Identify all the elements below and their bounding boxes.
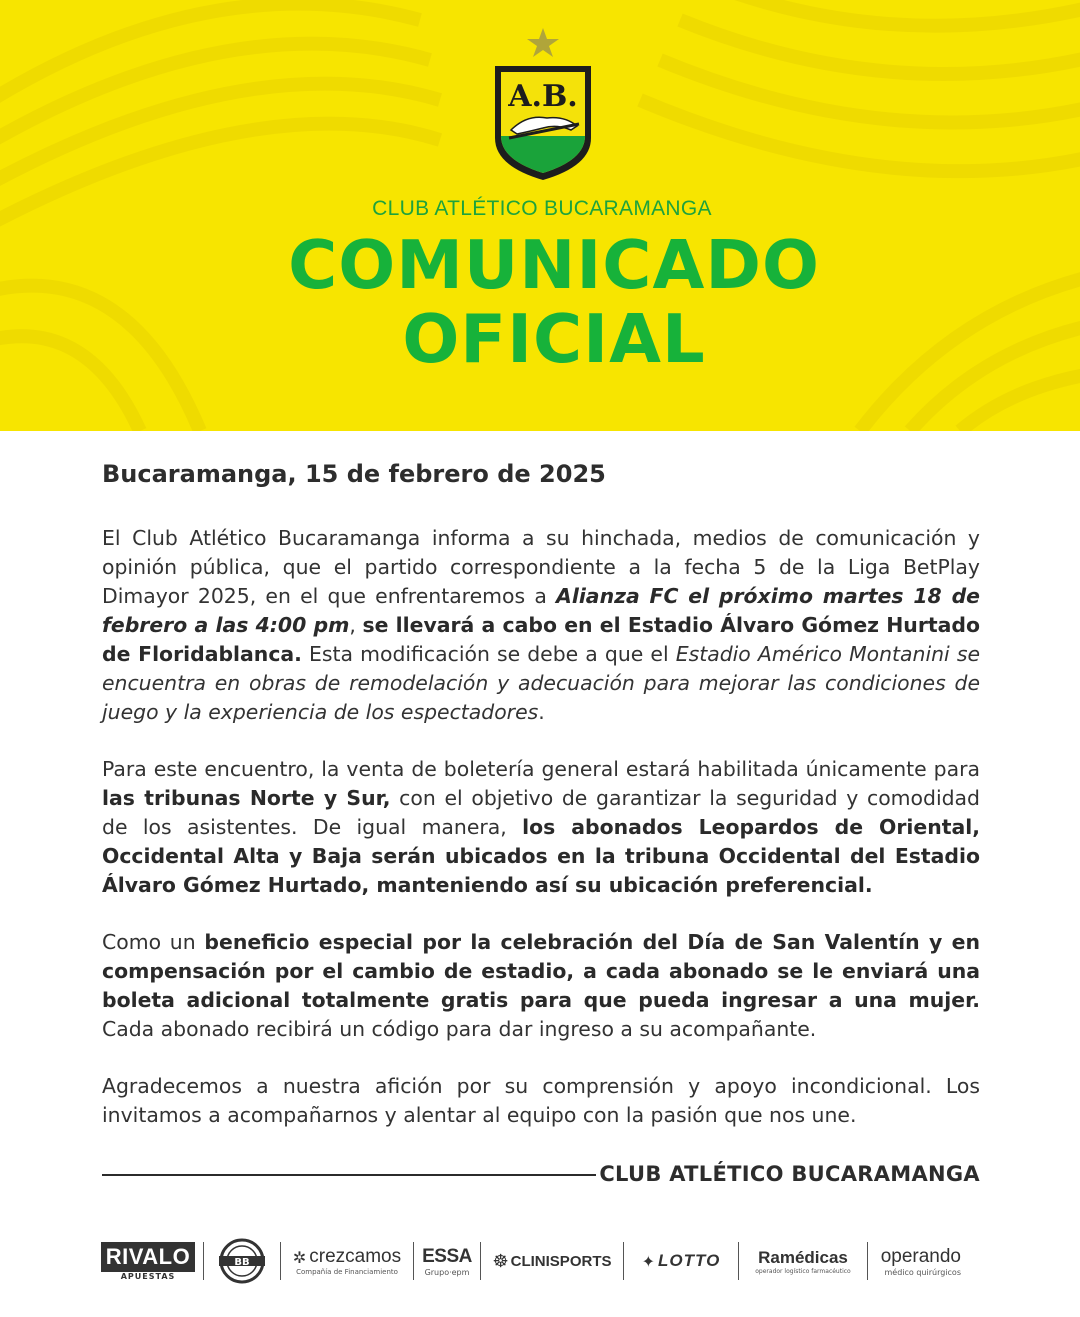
sponsor-divider: [280, 1242, 281, 1280]
p2-text-a: Para este encuentro, la venta de boletería general estará habilitada únicamente para: [102, 757, 980, 781]
sponsor-divider: [203, 1242, 204, 1280]
statement-date: Bucaramanga, 15 de febrero de 2025: [102, 460, 606, 488]
essa-text: ESSA: [422, 1245, 472, 1267]
sponsor-divider: [480, 1242, 481, 1280]
sponsor-operando: [875, 1236, 961, 1286]
p3-benefit: beneficio especial por la celebración del Día de San Valentín y en compensación por el cambio de estadio, a cada abonado se le enviará una boleta adicional totalmente gratis para que pueda ingresar a una mujer.: [102, 930, 980, 1012]
title-line-2: OFICIAL: [402, 300, 706, 378]
statement-body: [102, 460, 980, 1158]
sponsor-lotto: [631, 1236, 731, 1286]
paragraph-4: Agradecemos a nuestra afición por su comprensión y apoyo incondicional. Los invitamos a acompañarnos y alentar al equipo con la pasión que nos une.: [102, 1074, 980, 1127]
rivalo-subtitle: APUESTAS: [120, 1271, 176, 1281]
bb-text: BB: [234, 1257, 250, 1268]
lotto-icon: ✦: [641, 1251, 656, 1271]
crezcamos-text: crezcamos: [309, 1246, 402, 1267]
sponsor-ramedicas: [746, 1236, 860, 1286]
sponsor-rivalo: [100, 1236, 196, 1286]
p1-text-e: Esta modificación se debe a que el: [301, 642, 676, 666]
operando-text: operando: [880, 1245, 961, 1267]
sponsor-divider: [623, 1242, 624, 1280]
p2-subscribers: los abonados Leopardos de Oriental, Occidental Alta y Baja serán ubicados en la tribuna Occidental del Estadio Álvaro Gómez Hurtado, manteniendo así su ubicación preferencial.: [102, 815, 980, 897]
sponsor-crezcamos: [288, 1236, 406, 1286]
operando-subtitle: médico quirúrgicos: [884, 1267, 961, 1277]
sponsor-essa: [421, 1236, 473, 1286]
ramedicas-subtitle: operador logístico farmacéutico: [755, 1267, 851, 1275]
p1-text-g: .: [538, 700, 545, 724]
p2-text-c: con el objetivo de garantizar la seguridad y comodidad de los asistentes. De igual manera,: [102, 786, 980, 839]
p3-text-c: Cada abonado recibirá un código para dar ingreso a su acompañante.: [102, 1017, 817, 1041]
p1-match-info: Alianza FC el próximo martes 18 de febrero a las 4:00 pm: [102, 584, 980, 637]
p1-text-c: ,: [349, 613, 363, 637]
sponsor-divider: [738, 1242, 739, 1280]
paragraph-3: [102, 928, 980, 1044]
sponsor-strip: [100, 1236, 982, 1286]
club-crest-icon: [487, 26, 599, 182]
essa-subtitle: Grupo·epm: [424, 1267, 470, 1277]
sponsor-divider: [867, 1242, 868, 1280]
crezcamos-icon: ✲: [292, 1247, 307, 1267]
paragraph-1: [102, 524, 980, 727]
header-banner: [0, 0, 1080, 431]
p1-reason: Estadio Américo Montanini se encuentra en obras de remodelación y adecuación para mejorar las condiciones de juego y la experiencia de los espectadores: [102, 642, 980, 724]
rivalo-logo-text: RIVALO: [101, 1242, 195, 1272]
p3-text-a: Como un: [102, 930, 205, 954]
sponsor-bb: [211, 1236, 273, 1286]
p2-stands: las tribunas Norte y Sur,: [102, 786, 391, 810]
p1-venue: se llevará a cabo en el Estadio Álvaro Gómez Hurtado de Floridablanca.: [102, 613, 980, 666]
signature-line: [102, 1174, 596, 1176]
sponsor-divider: [413, 1242, 414, 1280]
ramedicas-text: Ramédicas: [758, 1247, 848, 1267]
club-name-heading: CLUB ATLÉTICO BUCARAMANGA: [372, 197, 712, 220]
paragraph-2: [102, 755, 980, 900]
crest-text: A.B.: [508, 79, 578, 114]
lotto-text: LOTTO: [658, 1251, 721, 1270]
crezcamos-subtitle: Compañía de Financiamiento: [296, 1268, 398, 1276]
p1-text-a: El Club Atlético Bucaramanga informa a su hinchada, medios de comunicación y opinión pública, que el partido correspondiente a la fecha 5 de la Liga BetPlay Dimayor 2025, en el que enfrentaremos a: [102, 526, 980, 608]
clinisports-text: CLINISPORTS: [510, 1252, 612, 1270]
bb-emblem-icon: [213, 1237, 271, 1285]
title-line-1: COMUNICADO: [288, 226, 820, 304]
sponsor-clinisports: [488, 1236, 616, 1286]
clinisports-icon: ☸: [492, 1250, 509, 1272]
signature-name: CLUB ATLÉTICO BUCARAMANGA: [599, 1162, 980, 1186]
